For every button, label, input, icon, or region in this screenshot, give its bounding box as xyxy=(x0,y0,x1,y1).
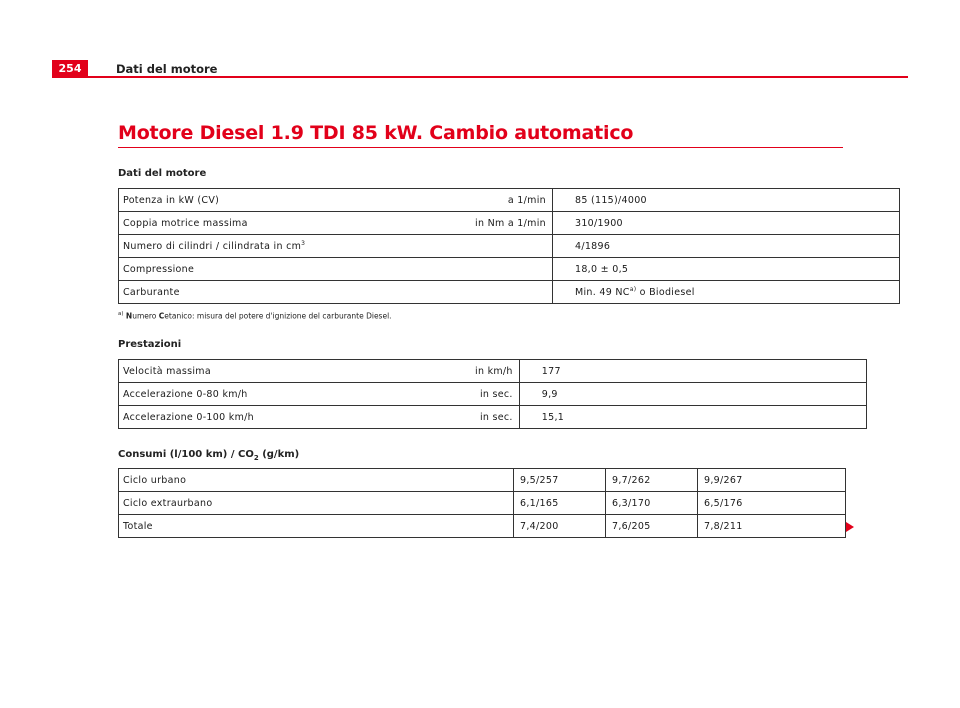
row-value: 6,1/165 xyxy=(514,492,606,515)
row-label-superscript: 3 xyxy=(301,239,306,247)
table-row xyxy=(119,235,900,258)
engine-section-heading: Dati del motore xyxy=(118,168,207,179)
row-unit: in sec. xyxy=(471,383,519,406)
row-value: 177 xyxy=(519,360,866,383)
table-row xyxy=(119,281,900,304)
table-row xyxy=(119,212,900,235)
row-label: Totale xyxy=(119,515,514,538)
row-value: 310/1900 xyxy=(552,212,899,235)
row-label: Carburante xyxy=(119,281,472,304)
page-title: Motore Diesel 1.9 TDI 85 kW. Cambio automatico xyxy=(118,122,634,144)
row-unit xyxy=(471,258,552,281)
consumption-heading-subscript: 2 xyxy=(253,454,259,462)
row-value: 18,0 ± 0,5 xyxy=(552,258,899,281)
footnote-text-2: etanico: misura del potere d'ignizione del carburante Diesel. xyxy=(164,311,392,321)
footnote-text-1: umero xyxy=(132,311,159,321)
consumption-table xyxy=(118,468,846,538)
row-unit xyxy=(471,235,552,258)
engine-data-table xyxy=(118,188,900,304)
page-header xyxy=(52,60,908,78)
row-value: 6,5/176 xyxy=(698,492,846,515)
row-unit xyxy=(471,281,552,304)
row-label: Coppia motrice massima xyxy=(119,212,472,235)
table-row xyxy=(119,515,846,538)
consumption-section-heading xyxy=(118,449,299,462)
row-unit: in Nm a 1/min xyxy=(471,212,552,235)
row-unit: in km/h xyxy=(471,360,519,383)
table-row xyxy=(119,258,900,281)
row-value-cell xyxy=(552,281,899,304)
title-rule xyxy=(118,147,843,148)
row-value: 9,7/262 xyxy=(606,469,698,492)
table-row xyxy=(119,469,846,492)
performance-table xyxy=(118,359,867,429)
row-label: Accelerazione 0-80 km/h xyxy=(119,383,472,406)
row-label: Numero di cilindri / cilindrata in cm xyxy=(123,241,302,253)
footnote-bold-n: N xyxy=(125,311,133,321)
row-value: 7,4/200 xyxy=(514,515,606,538)
row-value: 9,9 xyxy=(519,383,866,406)
row-value: 15,1 xyxy=(519,406,866,429)
row-value: 4/1896 xyxy=(552,235,899,258)
footnote-marker: a) xyxy=(118,311,124,317)
row-value: 9,5/257 xyxy=(514,469,606,492)
row-label: Potenza in kW (CV) xyxy=(119,189,472,212)
header-title: Dati del motore xyxy=(116,62,218,76)
row-label: Ciclo extraurbano xyxy=(119,492,514,515)
table-row xyxy=(119,360,867,383)
performance-section-heading: Prestazioni xyxy=(118,339,182,350)
row-label: Velocità massima xyxy=(119,360,472,383)
table-row xyxy=(119,383,867,406)
table-row xyxy=(119,189,900,212)
consumption-heading-text: Consumi (l/100 km) / CO xyxy=(118,449,254,460)
row-label: Compressione xyxy=(119,258,472,281)
page-number: 254 xyxy=(52,60,88,78)
row-value-suffix: o Biodiesel xyxy=(636,287,695,299)
row-unit: in sec. xyxy=(471,406,519,429)
consumption-heading-suffix: (g/km) xyxy=(258,449,300,460)
continue-arrow-icon xyxy=(846,522,854,532)
row-value: 7,6/205 xyxy=(606,515,698,538)
row-unit: a 1/min xyxy=(471,189,552,212)
row-value: 9,9/267 xyxy=(698,469,846,492)
row-value: Min. 49 NC xyxy=(574,287,630,299)
footnote xyxy=(118,311,392,321)
row-label: Ciclo urbano xyxy=(119,469,514,492)
row-value: 6,3/170 xyxy=(606,492,698,515)
table-row xyxy=(119,492,846,515)
row-value: 85 (115)/4000 xyxy=(552,189,899,212)
row-value: 7,8/211 xyxy=(698,515,846,538)
row-label-cell xyxy=(119,235,472,258)
footnote-bold-c: C xyxy=(158,311,165,321)
header-rule xyxy=(88,76,908,78)
row-label: Accelerazione 0-100 km/h xyxy=(119,406,472,429)
footnote-marker-link: a) xyxy=(629,285,637,293)
table-row xyxy=(119,406,867,429)
